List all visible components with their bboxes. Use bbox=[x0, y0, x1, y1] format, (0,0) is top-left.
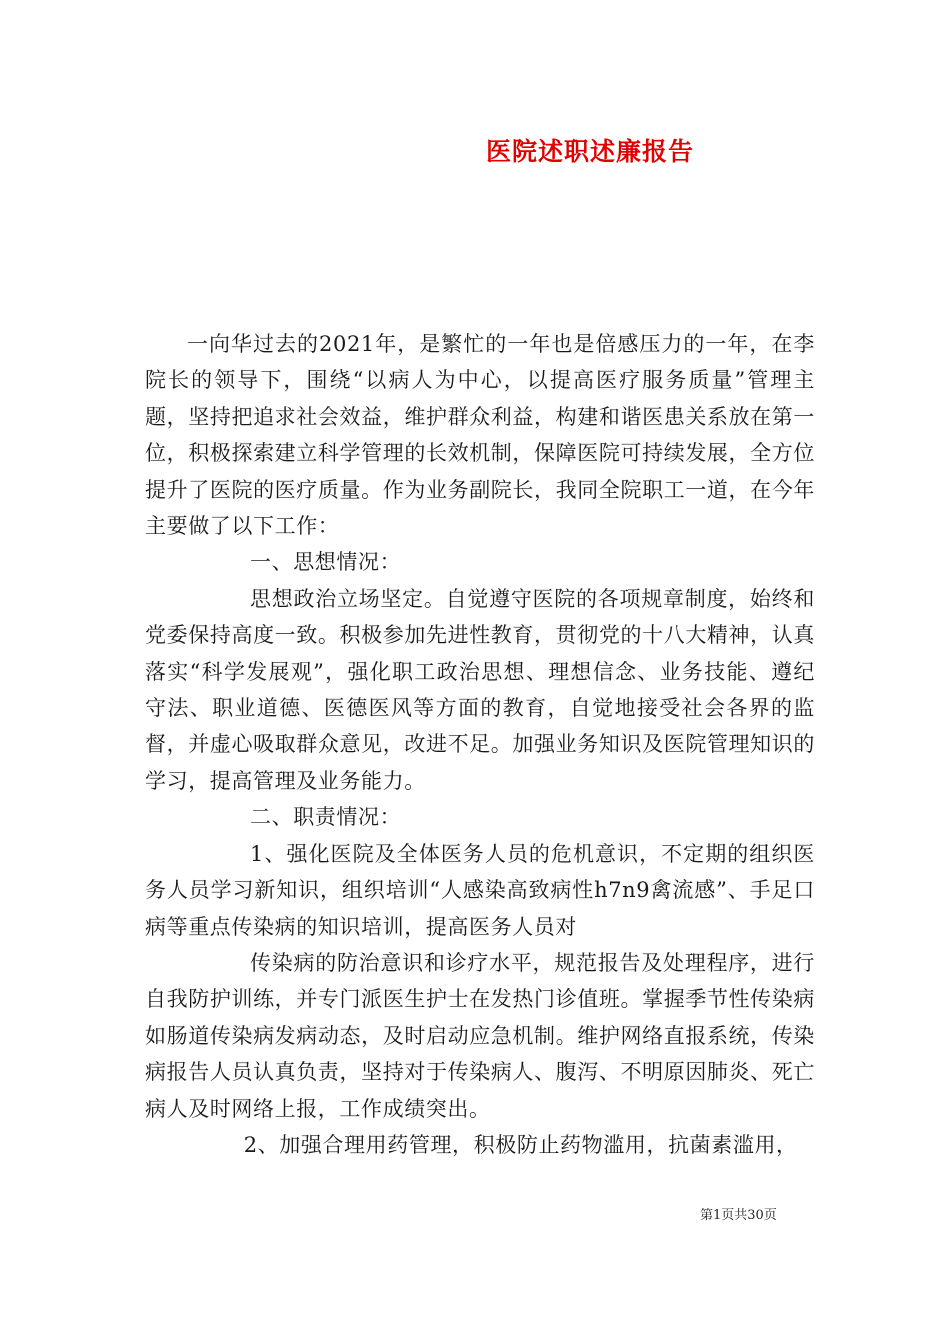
paragraph-intro: 一向华过去的2021年，是繁忙的一年也是倍感压力的一年，在李院长的领导下，围绕“以病人为中心，以提高医疗服务质量”管理主题，坚持把追求社会效益，维护群众利益，构建和谐医患关系放在第一位，积极探索建立科学管理的长效机制，保障医院可持续发展，全方位提升了医院的医疗质量。作为业务副院长，我同全院职工一道，在今年主要做了以下工作： bbox=[145, 332, 815, 539]
paragraph-thought: 思想政治立场坚定。自觉遵守医院的各项规章制度，始终和党委保持高度一致。积极参加先进性教育，贯彻党的十八大精神，认真落实“科学发展观”，强化职工政治思想、理想信念、业务技能、遵纪守法、职业道德、医德医风等方面的教育，自觉地接受社会各界的监督，并虚心吸取群众意见，改进不足。加强业务知识及医院管理知识的学习，提高管理及业务能力。 bbox=[145, 586, 815, 793]
document-title: 医院述职述廉报告 bbox=[485, 137, 694, 166]
paragraph-duty-1-continued: 传染病的防治意识和诊疗水平，规范报告及处理程序，进行自我防护训练，并专门派医生护士在发热门诊值班。掌握季节性传染病如肠道传染病发病动态，及时启动应急机制。维护网络直报系统，传染病报告人员认真负责，坚持对于传染病人、腹泻、不明原因肺炎、死亡病人及时网络上报，工作成绩突出。 bbox=[145, 950, 815, 1121]
document-body bbox=[145, 326, 815, 1163]
section-heading-duties: 二、职责情况： bbox=[250, 805, 402, 830]
paragraph-duty-1: 1、强化医院及全体医务人员的危机意识，不定期的组织医务人员学习新知识，组织培训“人感染高致病性h7n9禽流感”、手足口病等重点传染病的知识培训，提高医务人员对 bbox=[145, 841, 815, 939]
section-heading-thought: 一、思想情况： bbox=[250, 550, 402, 575]
page-number: 第1页共30页 bbox=[700, 1208, 777, 1223]
paragraph-duty-2: 2、加强合理用药管理，积极防止药物滥用，抗菌素滥用， bbox=[243, 1132, 798, 1157]
